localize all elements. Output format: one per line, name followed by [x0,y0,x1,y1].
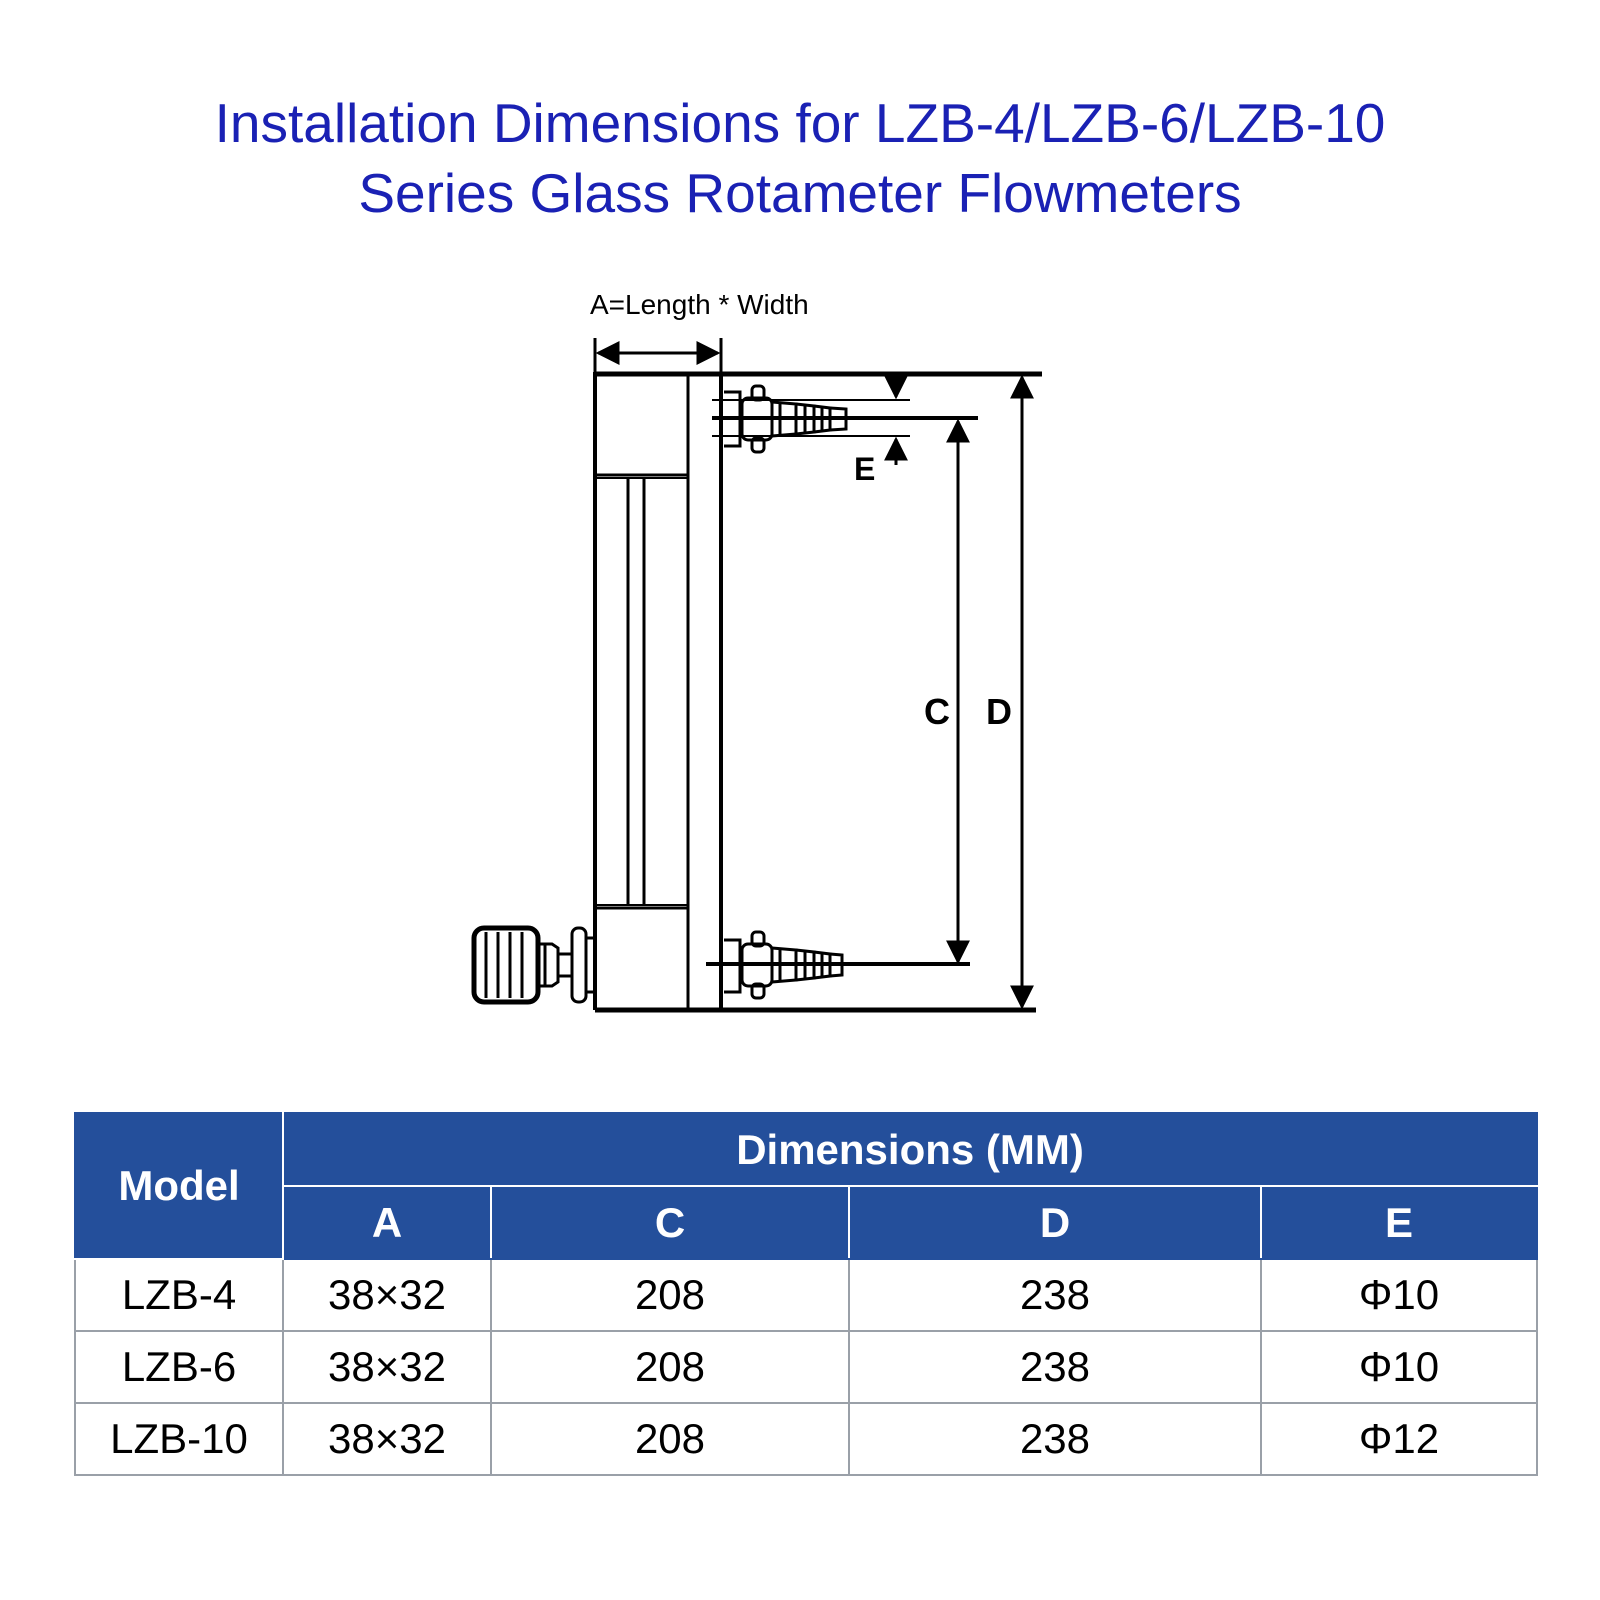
title-line-1: Installation Dimensions for LZB-4/LZB-6/LZB-10 [214,92,1386,154]
d-cell: 238 [849,1259,1261,1331]
e-cell: Φ12 [1261,1403,1537,1475]
column-header-e: E [1261,1186,1537,1259]
d-cell: 238 [849,1403,1261,1475]
column-header-d: D [849,1186,1261,1259]
model-cell: LZB-6 [75,1331,283,1403]
d-cell: 238 [849,1331,1261,1403]
dimension-a-line [595,338,721,372]
dimension-e-label: E [854,451,876,487]
glass-tube [628,478,644,905]
a-cell: 38×32 [283,1403,491,1475]
dimensions-table [74,1112,1538,1476]
model-column-header: Model [75,1113,283,1259]
dimension-c-label: C [924,691,950,732]
c-cell: 208 [491,1259,849,1331]
column-header-a: A [283,1186,491,1259]
table-row [75,1403,1537,1475]
model-cell: LZB-10 [75,1403,283,1475]
model-cell: LZB-4 [75,1259,283,1331]
c-cell: 208 [491,1331,849,1403]
column-header-c: C [491,1186,849,1259]
e-cell: Φ10 [1261,1259,1537,1331]
dimension-a-caption: A=Length * Width [590,289,809,320]
c-cell: 208 [491,1403,849,1475]
a-cell: 38×32 [283,1259,491,1331]
table-row [75,1331,1537,1403]
e-cell: Φ10 [1261,1331,1537,1403]
dimensions-group-header: Dimensions (MM) [283,1113,1537,1186]
table-row [75,1259,1537,1331]
flowmeter-body [595,372,1042,1010]
dimension-d-label: D [986,691,1012,732]
a-cell: 38×32 [283,1331,491,1403]
adjustment-knob [474,928,595,1002]
title-line-2: Series Glass Rotameter Flowmeters [358,162,1242,224]
